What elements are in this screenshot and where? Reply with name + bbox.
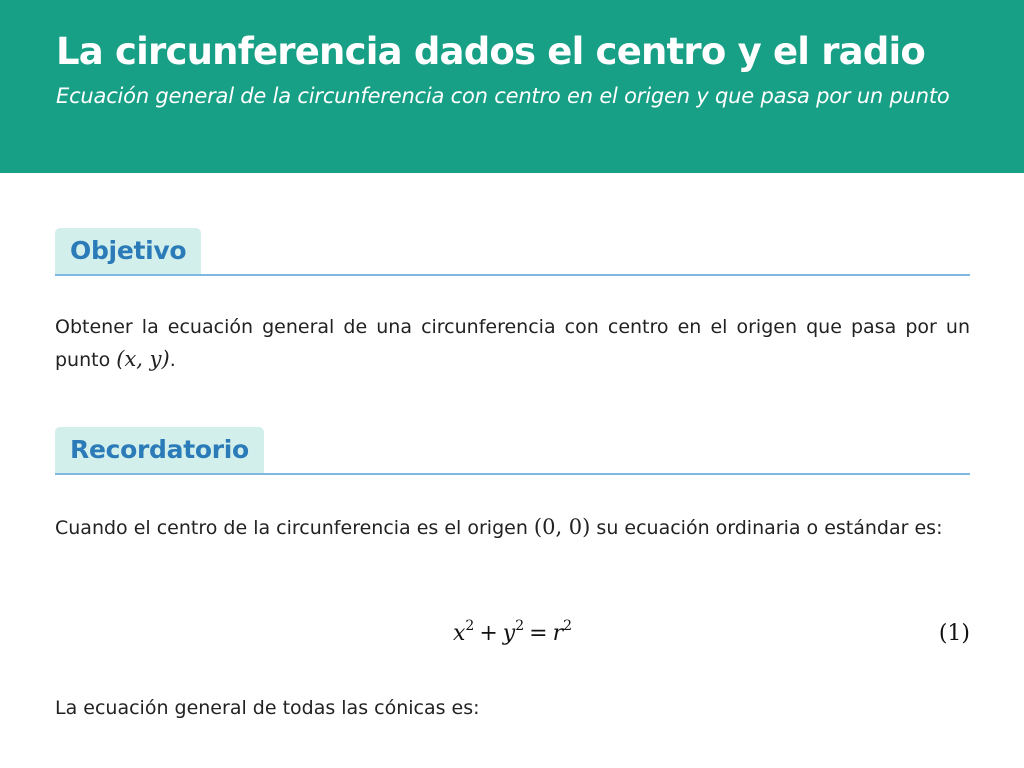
origin-math: (0, 0) <box>533 515 591 539</box>
eq-exp-3: 2 <box>563 618 573 634</box>
section-heading-recordatorio <box>55 427 970 475</box>
section-heading-label: Recordatorio <box>55 427 264 473</box>
objetivo-paragraph <box>55 311 970 376</box>
circle-equation <box>55 612 970 656</box>
equation-number: (1) <box>938 621 970 646</box>
eq-exp-1: 2 <box>465 618 475 634</box>
page-title: La circunferencia dados el centro y el radio <box>56 30 926 73</box>
recordatorio-paragraph <box>55 511 970 544</box>
eq-var-x: x <box>452 621 466 646</box>
recordatorio-text-end: su ecuación ordinaria o estándar es: <box>590 517 943 539</box>
page-subtitle: Ecuación general de la circunferencia con centro en el origen y que pasa por un punto <box>56 84 950 108</box>
equation-row <box>55 612 970 656</box>
section-heading-objetivo <box>55 228 970 276</box>
eq-plus: + <box>479 621 498 646</box>
eq-var-r: r <box>552 621 564 646</box>
objetivo-text: Obtener la ecuación general de una circunferencia con centro en el origen que pasa por un punto <box>55 316 970 371</box>
conicas-paragraph: La ecuación general de todas las cónicas es: <box>55 697 480 719</box>
eq-equals: = <box>529 621 548 646</box>
point-math: (x, y) <box>116 347 170 371</box>
eq-exp-2: 2 <box>515 618 525 634</box>
section-heading-label: Objetivo <box>55 228 201 274</box>
eq-var-y: y <box>502 621 516 646</box>
objetivo-text-end: . <box>169 349 176 371</box>
recordatorio-text: Cuando el centro de la circunferencia es el origen <box>55 517 534 539</box>
header-banner <box>0 0 1024 173</box>
